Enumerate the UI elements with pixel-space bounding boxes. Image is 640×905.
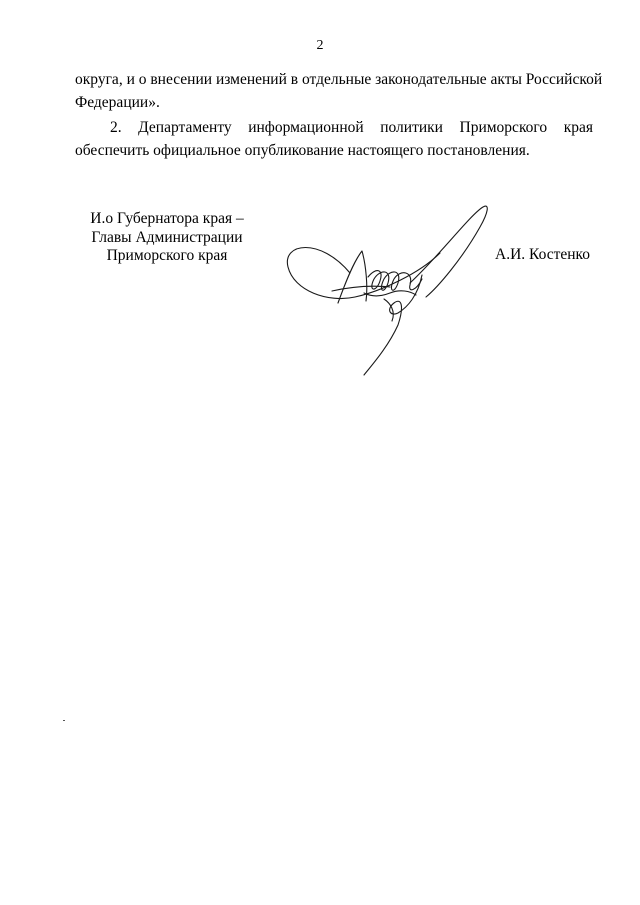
signature-stroke (368, 271, 422, 291)
signatory-title-line: И.о Губернатора края – (90, 210, 244, 227)
signatory-title-line: Главы Администрации (91, 228, 243, 246)
paragraph-continuation (75, 68, 603, 114)
handwritten-signature (280, 195, 500, 380)
signature-stroke (364, 291, 416, 296)
paragraph-line: обеспечить официальное опубликование настоящего постановления. (75, 142, 530, 159)
signature-stroke (384, 299, 393, 321)
scan-artifact-dot (63, 720, 65, 721)
paragraph-line: округа, и о внесении изменений в отдельные законодательные акты Российской (75, 71, 603, 88)
paragraph-line: 2. Департаменту информационной политики Приморского края (110, 119, 593, 136)
page-number: 2 (316, 38, 324, 53)
paragraph-line: Федерации». (75, 94, 160, 111)
signatory-title (62, 210, 272, 266)
signature-stroke (410, 206, 487, 297)
paragraph-item-2 (75, 116, 593, 162)
signatory-title-line: Приморского края (106, 247, 228, 264)
signatory-name: А.И. Костенко (495, 246, 591, 263)
